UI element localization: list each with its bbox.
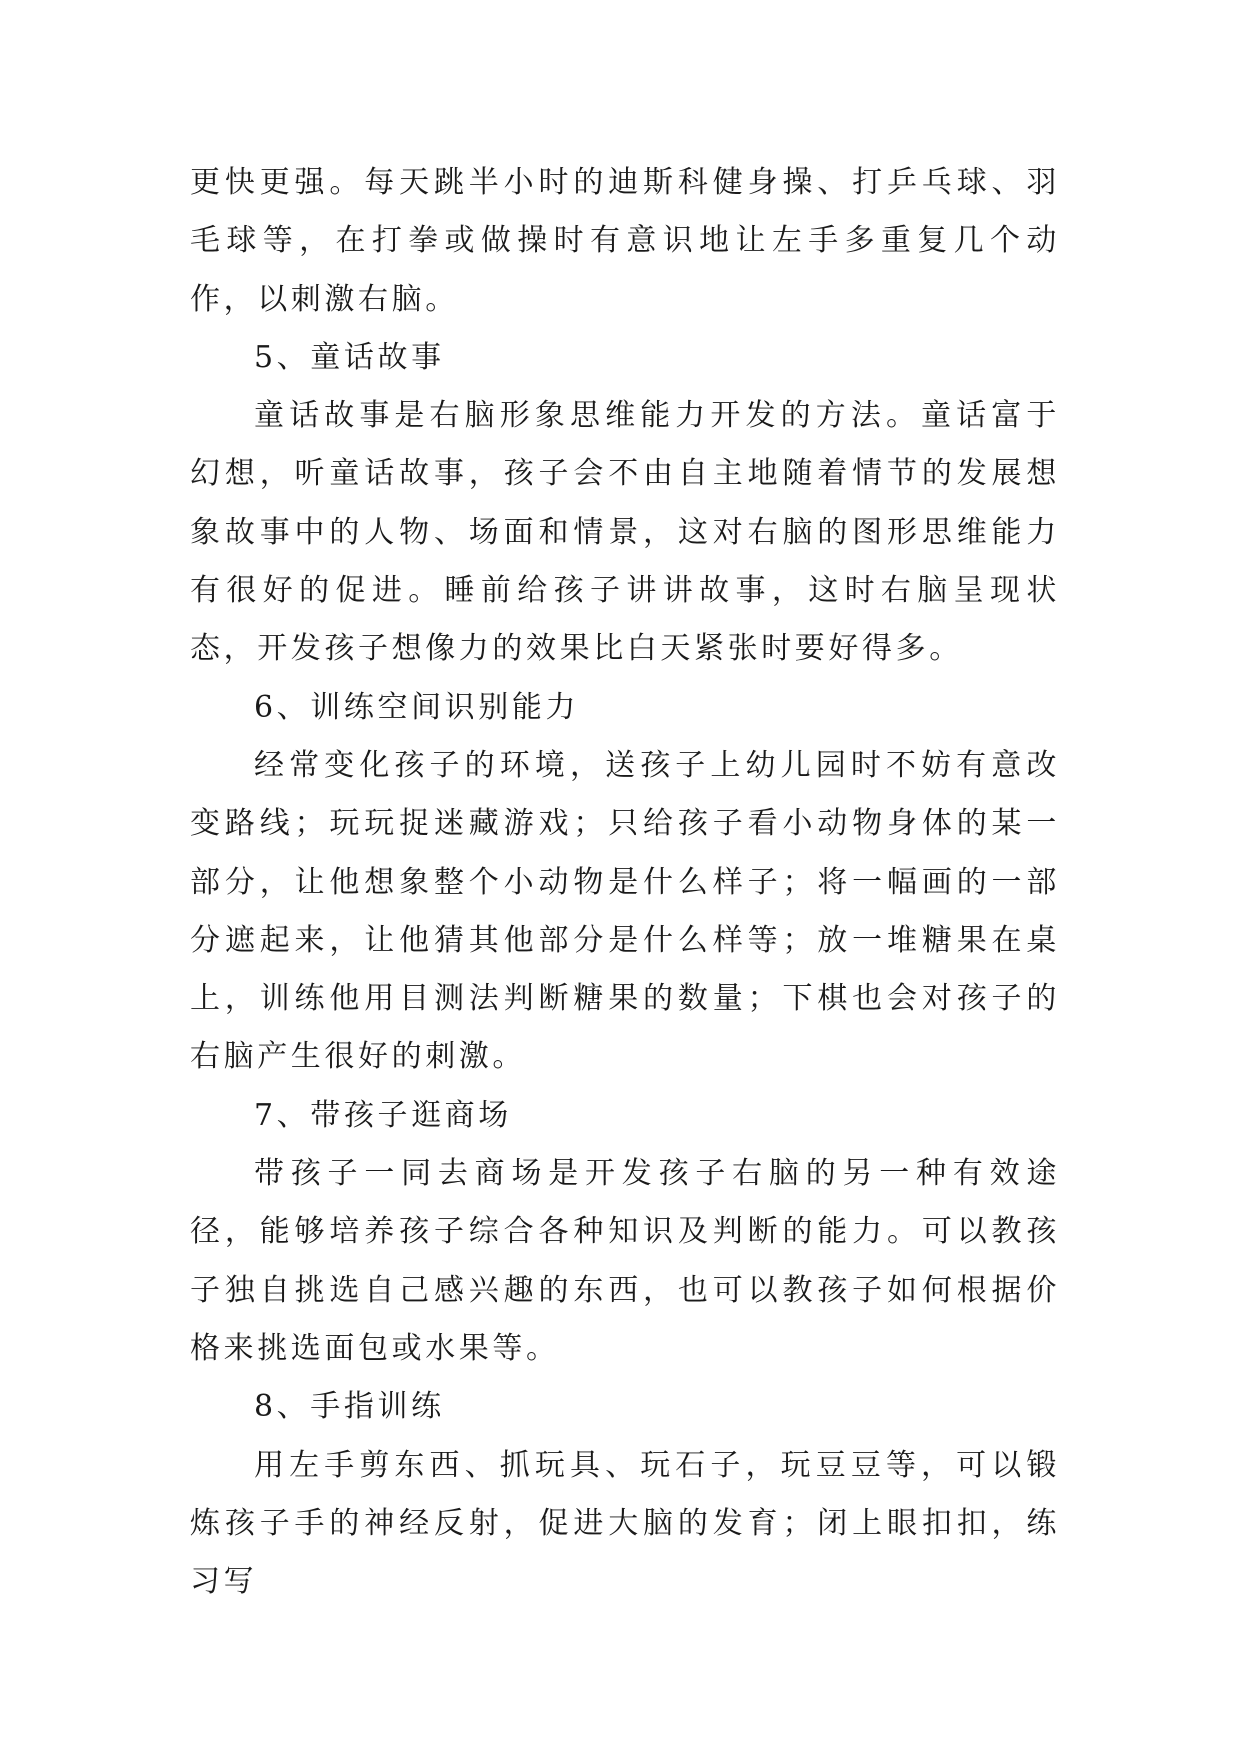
section-heading-5: 5、童话故事 [254, 339, 445, 375]
section-heading-6: 6、训练空间识别能力 [254, 689, 580, 725]
paragraph-finger-training: 用左手剪东西、抓玩具、玩石子，玩豆豆等，可以锻炼孩子手的神经反射，促进大脑的发育；闭上眼扣扣，练习写 [190, 1447, 1060, 1600]
document-body [190, 154, 1060, 1611]
paragraph-shopping: 带孩子一同去商场是开发孩子右脑的另一种有效途径，能够培养孩子综合各种知识及判断的能力。可以教孩子独自挑选自己感兴趣的东西，也可以教孩子如何根据价格来挑选面包或水果等。 [190, 1156, 1060, 1366]
section-heading-8: 8、手指训练 [254, 1389, 445, 1425]
paragraph-continuation: 更快更强。每天跳半小时的迪斯科健身操、打乒乓球、羽毛球等，在打拳或做操时有意识地让左手多重复几个动作，以刺激右脑。 [190, 165, 1060, 317]
paragraph-spatial-recognition: 经常变化孩子的环境，送孩子上幼儿园时不妨有意改变路线；玩玩捉迷藏游戏；只给孩子看小动物身体的某一部分，让他想象整个小动物是什么样子；将一幅画的一部分遮起来，让他猜其他部分是什么样等；放一堆糖果在桌上，训练他用目测法判断糖果的数量；下棋也会对孩子的右脑产生很好的刺激。 [190, 747, 1060, 1075]
paragraph-fairy-tales: 童话故事是右脑形象思维能力开发的方法。童话富于幻想，听童话故事，孩子会不由自主地随着情节的发展想象故事中的人物、场面和情景，这对右脑的图形思维能力有很好的促进。睡前给孩子讲讲故事，这时右脑呈现状态，开发孩子想像力的效果比白天紧张时要好得多。 [190, 398, 1060, 667]
section-heading-7: 7、带孩子逛商场 [254, 1097, 512, 1133]
